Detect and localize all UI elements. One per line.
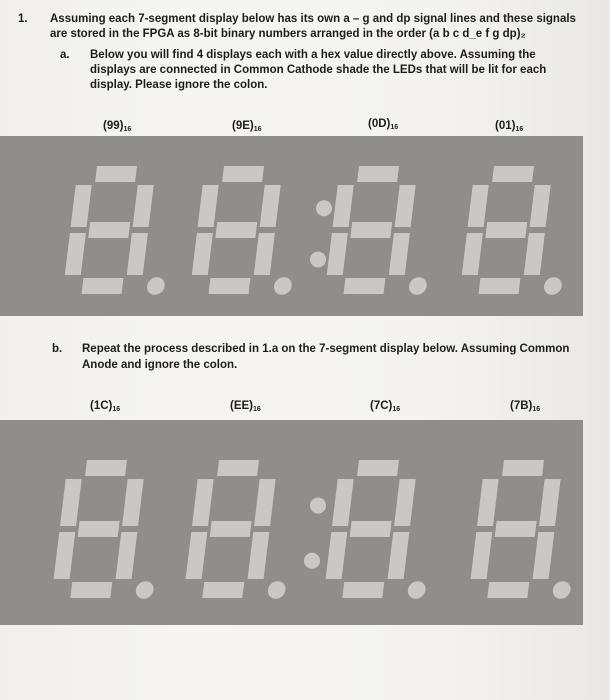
segment-dp (135, 581, 155, 599)
digit-4 (459, 166, 576, 295)
segment-g (485, 222, 527, 238)
segment-a (95, 166, 137, 182)
segment-d (202, 582, 244, 598)
part-a-text: Below you will find 4 displays each with a hex value directly above. Assuming the displays are connected in Common Cathode shade the LEDs that will be lit for each display. Please ignore the colon. (90, 49, 547, 91)
digit-1 (51, 460, 169, 599)
segment-dp (408, 277, 428, 295)
segment-a (357, 460, 399, 476)
segment-c (116, 532, 138, 579)
segment-dp (273, 277, 293, 295)
question-number: 1. (18, 13, 28, 25)
segment-dp (552, 581, 572, 599)
part-b-text: Repeat the process described in 1.a on the 7-segment display below. Assuming Common Anode and ignore the colon. (82, 343, 570, 371)
hex-label-b2: $(EE)_{16}$ (230, 400, 261, 413)
segment-d (344, 278, 386, 294)
segment-b (122, 479, 144, 526)
segment-b (254, 479, 276, 526)
segment-dp (267, 581, 287, 599)
digit-2 (189, 166, 306, 295)
segment-dp (407, 581, 427, 599)
segment-e (186, 532, 208, 579)
segment-c (127, 233, 148, 275)
segment-e (65, 233, 86, 275)
segment-c (388, 532, 410, 579)
digit-4 (468, 460, 583, 599)
segment-g (495, 521, 537, 537)
segment-b (133, 185, 154, 227)
colon-top-dot (310, 498, 326, 514)
segment-f (477, 479, 499, 526)
segment-e (471, 532, 493, 579)
digit-1 (62, 166, 179, 295)
segment-a (217, 460, 259, 476)
segment-dp (543, 277, 563, 295)
segment-g (88, 222, 130, 238)
segment-b (539, 479, 561, 526)
digit-3 (324, 166, 441, 295)
segment-g (78, 521, 120, 537)
segment-f (198, 185, 219, 227)
segment-drawing (0, 420, 583, 625)
segment-d (70, 582, 112, 598)
segment-f (468, 185, 489, 227)
part-a-label: a. (60, 49, 70, 61)
hex-label-a4: $(01)_{16}$ (495, 120, 524, 133)
segment-f (333, 185, 354, 227)
digit-3 (323, 460, 441, 599)
segment-e (327, 233, 348, 275)
segment-a (492, 166, 534, 182)
segment-c (254, 233, 275, 275)
segment-f (71, 185, 92, 227)
hex-label-b3: $(7C)_{16}$ (370, 400, 401, 413)
hex-label-a1: $(99)_{16}$ (103, 120, 132, 133)
segment-g (350, 222, 392, 238)
segment-a (85, 460, 127, 476)
segment-c (533, 532, 555, 579)
digit-2 (183, 460, 301, 599)
segment-d (209, 278, 251, 294)
segment-d (487, 582, 529, 598)
segment-f (60, 479, 82, 526)
question-text: Assuming each 7-segment display below has its own a – g and dp signal lines and these signals are stored in the FPGA as 8-bit binary numbers arranged in the order (a b c d_e f g dp)₂ (50, 13, 576, 40)
segment-g (350, 521, 392, 537)
segment-b (530, 185, 551, 227)
seven-segment-display-a (0, 136, 583, 316)
segment-a (357, 166, 399, 182)
segment-dp (146, 277, 166, 295)
colon-bottom-dot (304, 553, 320, 569)
segment-f (332, 479, 354, 526)
segment-c (524, 233, 545, 275)
hex-label-a3: $(0D)_{16}$ (368, 118, 399, 131)
segment-e (54, 532, 76, 579)
colon-bottom-dot (310, 251, 326, 267)
segment-e (192, 233, 213, 275)
segment-c (389, 233, 410, 275)
segment-e (462, 233, 483, 275)
seven-segment-display-b (0, 420, 583, 625)
segment-b (395, 185, 416, 227)
segment-c (248, 532, 270, 579)
segment-b (394, 479, 416, 526)
segment-d (82, 278, 124, 294)
segment-b (260, 185, 281, 227)
segment-a (222, 166, 264, 182)
segment-f (192, 479, 214, 526)
hex-label-a2: $(9E)_{16}$ (232, 120, 262, 133)
segment-g (210, 521, 252, 537)
segment-g (215, 222, 257, 238)
segment-e (326, 532, 348, 579)
segment-d (342, 582, 384, 598)
colon-top-dot (316, 200, 332, 216)
hex-label-b1: $(1C)_{16}$ (90, 400, 121, 413)
segment-drawing (0, 136, 583, 316)
hex-label-b4: $(7B)_{16}$ (510, 400, 541, 413)
segment-a (502, 460, 544, 476)
part-b-label: b. (52, 343, 63, 355)
segment-d (479, 278, 521, 294)
